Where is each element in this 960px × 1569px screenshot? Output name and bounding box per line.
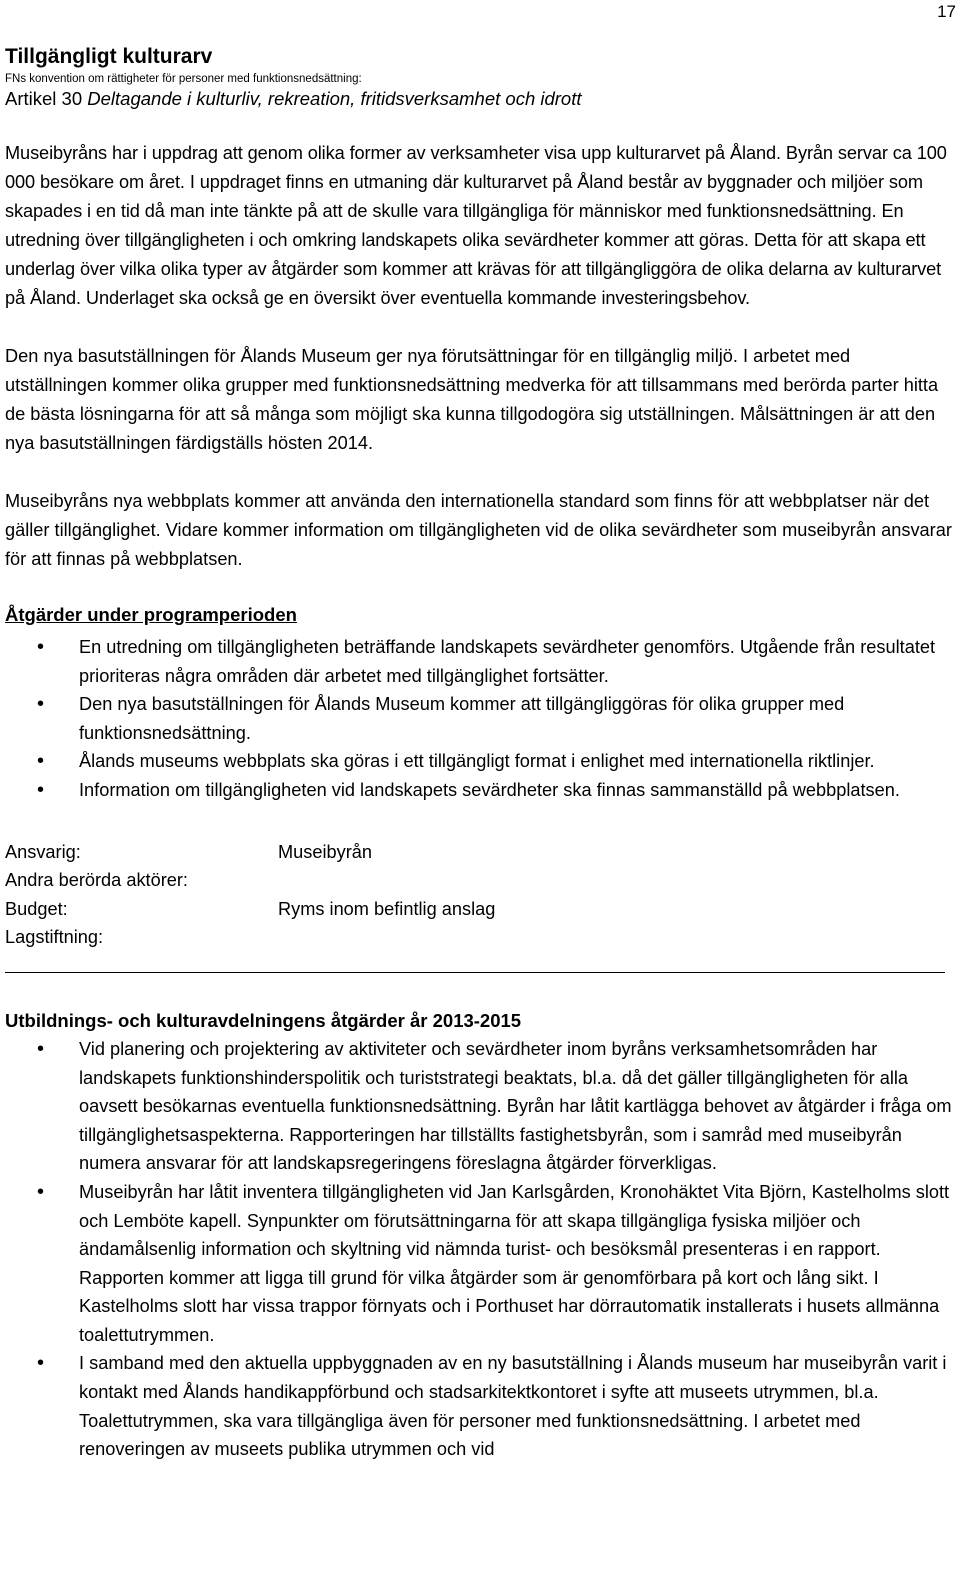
page-number: 17 bbox=[937, 2, 956, 21]
budget-value: Ryms inom befintlig anslag bbox=[278, 898, 496, 919]
list-item: • En utredning om tillgängligheten beträffande landskapets sevärdheter genomförs. Utgående från resultatet prioriteras några områden där arbetet med tillgänglighet fortsätter. bbox=[5, 633, 955, 690]
convention-subtitle: FNs konvention om rättigheter för personer med funktionsnedsättning: bbox=[5, 73, 362, 85]
list-item: • Den nya basutställningen för Ålands Museum kommer att tillgängliggöras för olika grupper med funktionsnedsättning. bbox=[5, 690, 955, 747]
paragraph: Den nya basutställningen för Ålands Museum ger nya förutsättningar för en tillgänglig miljö. I arbetet med utställningen kommer olika grupper med funktionsnedsättning medverka för att tillsammans med berörda parter hitta de bästa lösningarna för att så många som möjligt ska kunna tillgodogöra sig utställningen. Målsättningen är att den nya basutställningen färdigställs hösten 2014. bbox=[5, 346, 939, 453]
department-heading: Utbildnings- och kulturavdelningens åtgärder år 2013-2015 bbox=[5, 1009, 522, 1031]
paragraph: Museibyråns har i uppdrag att genom olika former av verksamheter visa upp kulturarvet på Åland. Byrån servar ca 100 000 besökare om året. I uppdraget finns en utmaning där kulturarvet på Åland består av byggnader och miljöer som skapades i en tid då man inte tänkte på att de skulle vara tillgängliga för människor med funktionsnedsättning. En utredning över tillgängligheten i och omkring landskapets olika sevärdheter kommer att göras. Detta för att skapa ett underlag över vilka olika typer av åtgärder som kommer att krävas för att tillgängliggöra de olika delarna av kulturarvet på Åland. Underlaget ska också ge en översikt över eventuella kommande investeringsbehov. bbox=[5, 143, 947, 308]
paragraph: Museibyråns nya webbplats kommer att använda den internationella standard som finns för att webbplatser när det gäller tillgänglighet. Vidare kommer information om tillgängligheten vid de olika sevärdheter som museibyrån ansvarar för att finnas på webbplatsen. bbox=[5, 491, 952, 569]
section-title: Tillgängligt kulturarv bbox=[5, 45, 213, 68]
meta-row-responsible bbox=[5, 838, 955, 867]
horizontal-divider bbox=[5, 972, 945, 973]
list-item: • Vid planering och projektering av aktiviteter och sevärdheter inom byråns verksamhetsområden har landskapets funktionshinderspolitik och turiststrategi beaktats, bl.a. då det gäller tillgängligheten för alla oavsett besökarnas eventuella funktionsnedsättning. Byrån har låtit kartlägga behovet av åtgärder i fråga om tillgänglighetsaspekterna. Rapporteringen har tillställts fastighetsbyrån, som i samråd med museibyrån numera ansvarar för att landskapsregeringens föreslagna åtgärder förverkligas. bbox=[5, 1035, 955, 1178]
legislation-label: Lagstiftning: bbox=[5, 927, 104, 948]
list-item: • I samband med den aktuella uppbyggnaden av en ny basutställning i Ålands museum har museibyrån varit i kontakt med Ålands handikappförbund och stadsarkitektkontoret i syfte att museets utrymmen, bl.a. Toalettutrymmen, ska vara tillgängliga även för personer med funktionsnedsättning. I arbetet med renoveringen av museets publika utrymmen och vid bbox=[5, 1349, 955, 1463]
meta-row-legislation bbox=[5, 923, 955, 952]
responsible-value: Museibyrån bbox=[278, 841, 373, 862]
article-title: Deltagande i kulturliv, rekreation, fritidsverksamhet och idrott bbox=[87, 88, 582, 109]
list-item: • Ålands museums webbplats ska göras i ett tillgängligt format i enlighet med internationella riktlinjer. bbox=[5, 747, 955, 776]
department-list bbox=[5, 1035, 955, 1464]
meta-row-budget bbox=[5, 895, 955, 924]
responsibility-table bbox=[5, 838, 955, 952]
list-item: • Information om tillgängligheten vid landskapets sevärdheter ska finnas sammanställd på webbplatsen. bbox=[5, 776, 955, 805]
document-body bbox=[5, 44, 955, 1464]
list-item: • Museibyrån har låtit inventera tillgängligheten vid Jan Karlsgården, Kronohäktet Vita Björn, Kastelholms slott och Lemböte kapell. Synpunkter om förutsättningarna för att skapa tillgängliga fysiska miljöer och ändamålsenlig information och skyltning vid nämnda turist- och besöksmål presenteras i en rapport. Rapporten kommer att ligga till grund för vilka åtgärder som är genomförbara på kort och lång sikt. I Kastelholms slott har vissa trappor förnyats och i Porthuset har dörrautomatik installerats i husets allmänna toalettutrymmen. bbox=[5, 1178, 955, 1350]
meta-row-other-actors bbox=[5, 866, 955, 895]
budget-label: Budget: bbox=[5, 898, 68, 919]
responsible-label: Ansvarig: bbox=[5, 841, 81, 862]
article-prefix: Artikel 30 bbox=[5, 88, 88, 109]
measures-heading: Åtgärder under programperioden bbox=[5, 604, 297, 625]
other-actors-label: Andra berörda aktörer: bbox=[5, 870, 188, 891]
measures-list bbox=[5, 633, 955, 805]
article-line bbox=[5, 88, 955, 110]
